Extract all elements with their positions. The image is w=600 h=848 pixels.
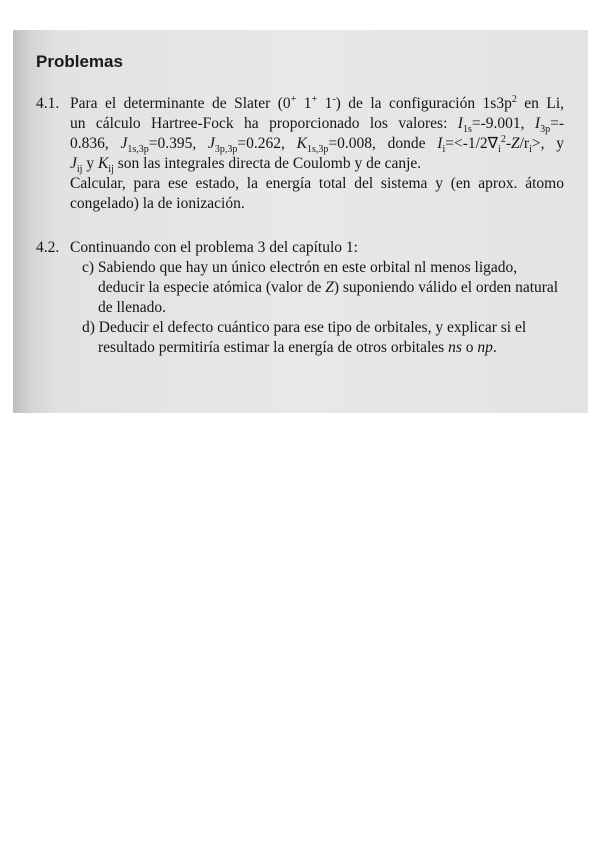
problem-4-1-line-1: 4.1. Para el determinante de Slater (0+ 1+ 1-) de la configuración $1s3p^2$ en Li, [36,93,565,112]
item-text: Sabiendo que hay un único electrón en este orbital nl menos ligado, deducir la especie atómica (valor de Z) suponiendo válido el orden natural de llenado. [97,259,559,316]
problem-4-1-line-2: un cálculo Hartree-Fock ha proporcionado los valores: $I_{1s}=-9.001$, $I_{3p}=-$ [70,115,564,136]
problem-4-1 [36,94,564,214]
problem-number: 4.2. [36,239,60,256]
scanned-page [13,30,588,413]
problem-4-1-line-3: 0.836, $J_{1s,3p}=0.395$, $J_{3p,3p}=0.262$, $K_{1s,3p}=0.008$, donde $I_i=<-1/2\nabla_i^2-Z/r_i>$, y [70,133,564,156]
problem-4-2-item-d [36,318,564,358]
item-text: Deducir el defecto cuántico para ese tipo de orbitales, y explicar si el resultado permitiría estimar la energía de otros orbitales ns o np. [98,319,527,356]
problem-4-2-intro-text: Continuando con el problema 3 del capítulo 1: [70,239,358,256]
item-label: c) [82,259,95,276]
problem-4-2-item-c [36,258,564,318]
problem-number: 4.1. [36,95,60,112]
problem-4-1-question-line-2: congelado) la de ionización. [70,195,245,212]
problem-4-1-line-4: $J_{ij}$ y $K_{ij}$ son las integrales directa de Coulomb y de canje. [70,155,422,176]
section-title: Problemas [36,52,123,71]
item-label: d) [82,319,95,336]
problem-4-1-question-line-1: Calcular, para ese estado, la energía total del sistema y (en aprox. átomo [70,175,564,192]
problem-4-2 [36,238,564,358]
problem-4-2-intro [36,238,564,258]
